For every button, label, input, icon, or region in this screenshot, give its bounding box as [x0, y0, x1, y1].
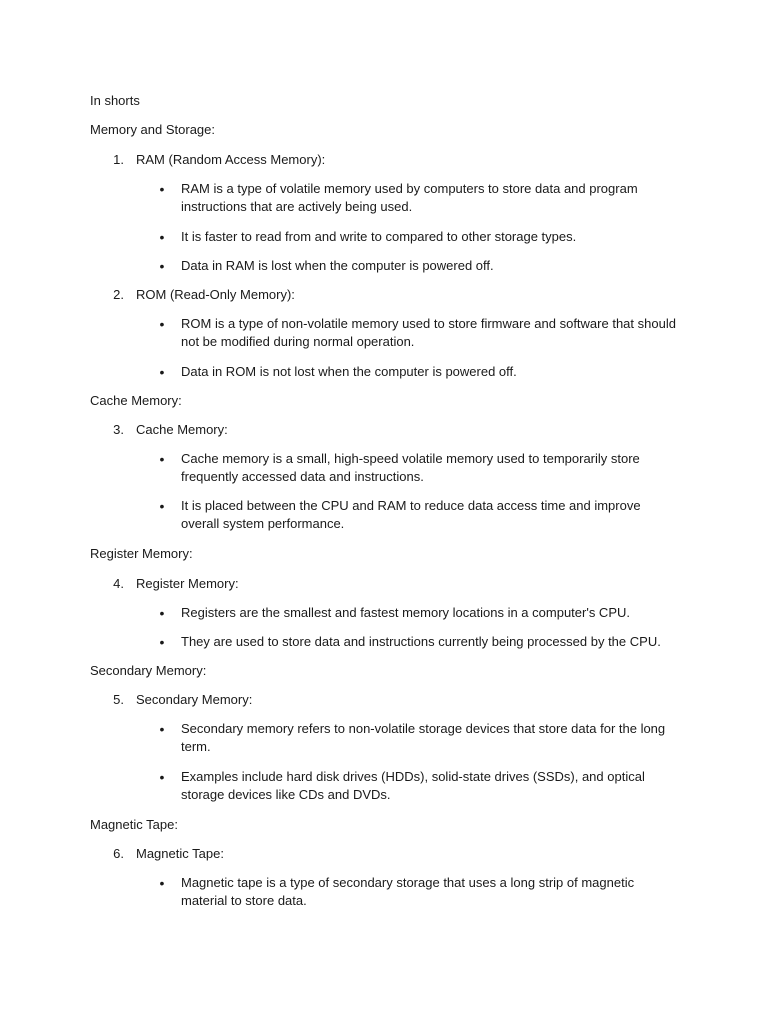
- bullet-icon: •: [159, 364, 165, 380]
- bullet-text: Cache memory is a small, high-speed volatile memory used to temporarily store frequently accessed data and instructions.: [181, 451, 640, 484]
- section-heading-magnetic-tape: Magnetic Tape:: [90, 817, 178, 832]
- list-number: 5.: [113, 692, 124, 707]
- bullet-text: ROM is a type of non-volatile memory used to store firmware and software that should not be modified during normal operation.: [181, 316, 676, 349]
- bullet-icon: •: [159, 634, 165, 650]
- bullet-text: It is placed between the CPU and RAM to reduce data access time and improve overall system performance.: [181, 498, 641, 531]
- section-heading-cache: Cache Memory:: [90, 393, 182, 408]
- list-item-title-magnetic-tape: Magnetic Tape:: [136, 846, 224, 861]
- bullet-icon: •: [159, 721, 165, 737]
- bullet-text: It is faster to read from and write to compared to other storage types.: [181, 229, 577, 244]
- bullet-icon: •: [159, 258, 165, 274]
- bullet-text: Registers are the smallest and fastest memory locations in a computer's CPU.: [181, 605, 630, 620]
- bullet-icon: •: [159, 451, 165, 467]
- bullet-icon: •: [159, 875, 165, 891]
- list-item-title-register: Register Memory:: [136, 576, 239, 591]
- list-item-title-ram: RAM (Random Access Memory):: [136, 152, 326, 167]
- bullet-text: Examples include hard disk drives (HDDs), solid-state drives (SSDs), and optical storage devices like CDs and DVDs.: [181, 769, 645, 802]
- bullet-text: Data in ROM is not lost when the computer is powered off.: [181, 364, 517, 379]
- bullet-icon: •: [159, 769, 165, 785]
- bullet-text: They are used to store data and instructions currently being processed by the CPU.: [181, 634, 661, 649]
- list-number: 2.: [113, 287, 124, 302]
- bullet-icon: •: [159, 316, 165, 332]
- bullet-text: RAM is a type of volatile memory used by computers to store data and program instructions that are actively being used.: [181, 181, 638, 214]
- bullet-icon: •: [159, 498, 165, 514]
- list-number: 6.: [113, 846, 124, 861]
- bullet-text: Magnetic tape is a type of secondary storage that uses a long strip of magnetic material to store data.: [181, 875, 635, 908]
- section-heading-register: Register Memory:: [90, 546, 193, 561]
- bullet-text: Data in RAM is lost when the computer is powered off.: [181, 258, 494, 273]
- bullet-text: Secondary memory refers to non-volatile storage devices that store data for the long term.: [181, 721, 666, 754]
- list-item-title-rom: ROM (Read-Only Memory):: [136, 287, 295, 302]
- bullet-icon: •: [159, 229, 165, 245]
- list-number: 4.: [113, 576, 124, 591]
- bullet-icon: •: [159, 181, 165, 197]
- list-item-title-cache: Cache Memory:: [136, 422, 228, 437]
- section-heading-memory-storage: Memory and Storage:: [90, 122, 216, 137]
- section-heading-secondary: Secondary Memory:: [90, 663, 207, 678]
- list-item-title-secondary: Secondary Memory:: [136, 692, 253, 707]
- list-number: 3.: [113, 422, 124, 437]
- list-number: 1.: [113, 152, 124, 167]
- intro-text: In shorts: [90, 93, 140, 108]
- bullet-icon: •: [159, 605, 165, 621]
